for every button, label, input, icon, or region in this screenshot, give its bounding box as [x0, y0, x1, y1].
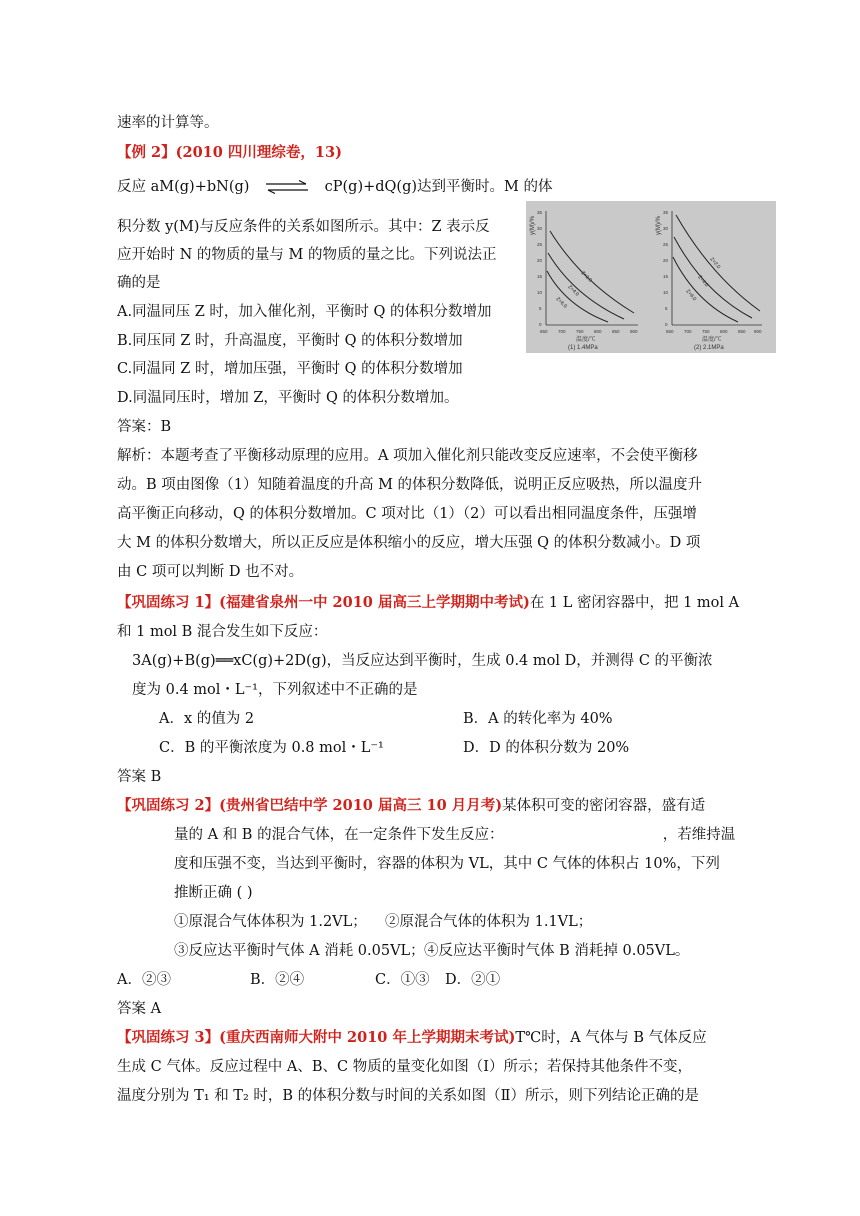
plot-left-ytick: 30: [537, 226, 543, 231]
plot-right-curve-label: Z=6.0: [684, 288, 698, 303]
practice-2-option-1: ①原混合气体体积为 1.2VL；: [174, 914, 367, 930]
plot-right: [656, 210, 762, 351]
practice-2-choice-d: D．②①: [445, 972, 501, 988]
plot-right-curve-label: Z=4.0: [696, 274, 710, 289]
example-2-line-2: 积分数 y(M)与反应条件的关系如图所示。其中：Z 表示反: [117, 219, 490, 235]
example-2-title: 【例 2】(2010 四川理综卷，13): [117, 144, 342, 161]
example-2-line-4: 确的是: [117, 275, 161, 291]
practice-1-line-4: 度为 0.4 mol・L⁻¹，下列叙述中不正确的是: [132, 682, 418, 698]
practice-3-line-2: 生成 C 气体。反应过程中 A、B、C 物质的量变化如图（Ⅰ）所示；若保持其他条件不变，: [117, 1059, 692, 1075]
plot-right-ytick: 0: [665, 322, 668, 327]
plot-left-ytick: 0: [539, 322, 542, 327]
intro-line: 速率的计算等。: [117, 115, 219, 131]
practice-2-answer: 答案 A: [117, 1001, 162, 1017]
practice-2-choice-b: B．②④: [250, 972, 305, 988]
plot-right-xtick: 900: [754, 329, 762, 334]
practice-1-title: 【巩固练习 1】(福建省泉州一中 2010 届高三上学期期中考试): [117, 594, 530, 611]
plot-right-ylabel: y(M)/%: [656, 216, 662, 235]
practice-3-title: 【巩固练习 3】(重庆西南师大附中 2010 年上学期期末考试): [117, 1029, 516, 1046]
practice-3-line-3: 温度分别为 T₁ 和 T₂ 时，B 的体积分数与时间的关系如图（Ⅱ）所示，则下列结论正确的是: [117, 1088, 700, 1104]
practice-1-answer: 答案 B: [117, 769, 162, 785]
example-2-option-a: A.同温同压 Z 时，加入催化剂，平衡时 Q 的体积分数增加: [117, 304, 492, 320]
plot-right-ytick: 15: [663, 274, 669, 279]
example-2-explanation-5: 由 C 项可以判断 D 也不对。: [117, 564, 304, 580]
plot-right-ytick: 35: [663, 210, 669, 215]
practice-3-title-tail: T℃时，A 气体与 B 气体反应: [515, 1030, 707, 1046]
plot-right-ytick: 30: [663, 226, 669, 231]
example-2-reaction: [117, 177, 552, 197]
practice-2-heading: [117, 796, 705, 816]
plot-left: [530, 210, 638, 351]
plot-left-xtick: 700: [558, 329, 566, 334]
plot-right-xtick: 750: [702, 329, 710, 334]
plot-left-caption: (1) 1.4MPa: [568, 345, 598, 351]
plot-left-xtick: 850: [612, 329, 620, 334]
practice-2-line-4: 推断正确 ( ): [174, 885, 253, 901]
plot-right-curve-label: Z=2.0: [708, 256, 722, 271]
example-2-option-b: B.同压同 Z 时，升高温度，平衡时 Q 的体积分数增加: [117, 333, 463, 349]
plot-right-ytick: 25: [663, 242, 669, 247]
plot-right-ytick: 5: [665, 306, 668, 311]
figure-svg: [526, 201, 776, 353]
plot-left-ytick: 10: [537, 290, 543, 295]
plot-right-xlabel: 温度/℃: [702, 337, 722, 343]
plot-left-ytick: 5: [539, 306, 542, 311]
practice-1-option-d: D．D 的体积分数为 20%: [463, 740, 630, 756]
plot-left-ytick: 15: [537, 274, 543, 279]
example-2-option-d: D.同温同压时，增加 Z，平衡时 Q 的体积分数增加。: [117, 390, 459, 406]
plot-left-xtick: 750: [576, 329, 584, 334]
plot-left-xtick: 650: [540, 329, 548, 334]
plot-left-curve-label: Z=2.0: [579, 270, 593, 284]
practice-1-heading: [117, 593, 739, 613]
plot-right-ytick: 10: [663, 290, 669, 295]
plot-right-xtick: 650: [666, 329, 674, 334]
equilibrium-arrows-icon: [262, 180, 312, 194]
figure-ym-vs-temperature: [526, 201, 776, 353]
plot-left-xtick: 900: [630, 329, 638, 334]
practice-1-title-tail: 在 1 L 密闭容器中，把 1 mol A: [529, 595, 740, 611]
plot-left-ytick: 25: [537, 242, 543, 247]
practice-2-choice-c: C．①③: [375, 972, 430, 988]
practice-2-line-3: 度和压强不变，当达到平衡时，容器的体积为 VL，其中 C 气体的体积占 10%，下列: [174, 856, 720, 872]
plot-left-curve-label: Z=6.0: [554, 296, 568, 310]
practice-2-line-2a: 量的 A 和 B 的混合气体，在一定条件下发生反应：: [174, 827, 504, 843]
plot-right-caption: (2) 2.1MPa: [694, 345, 724, 351]
plot-left-xlabel: 温度/℃: [576, 337, 596, 343]
practice-2-option-2: ②原混合气体的体积为 1.1VL；: [385, 914, 593, 930]
practice-1-option-c: C．B 的平衡浓度为 0.8 mol・L⁻¹: [159, 740, 384, 756]
plot-left-ylabel: y(M)/%: [530, 216, 536, 235]
practice-1-line-2: 和 1 mol B 混合发生如下反应：: [117, 624, 328, 640]
plot-left-xtick: 800: [594, 329, 602, 334]
plot-right-xtick: 850: [738, 329, 746, 334]
practice-2-option-3: ③反应达平衡时气体 A 消耗 0.05VL；: [174, 943, 425, 959]
practice-2-line-2: [174, 825, 735, 845]
example-2-option-c: C.同温同 Z 时，增加压强，平衡时 Q 的体积分数增加: [117, 361, 463, 377]
practice-1-line-3: 3A(g)+B(g)══xC(g)+2D(g)，当反应达到平衡时，生成 0.4 mol D，并测得 C 的平衡浓: [132, 653, 713, 669]
plot-right-ytick: 20: [663, 258, 669, 263]
reaction-right: cP(g)+dQ(g)达到平衡时。M 的体: [324, 179, 553, 195]
practice-2-title-tail: 某体积可变的密闭容器，盛有适: [502, 798, 706, 814]
practice-2-choice-a: A．②③: [117, 972, 171, 988]
plot-right-xtick: 800: [720, 329, 728, 334]
practice-2-line-2b: ，若维持温: [662, 827, 736, 843]
plot-left-ytick: 35: [537, 210, 543, 215]
example-2-heading: [117, 143, 342, 163]
practice-2-option-4: ④反应达平衡时气体 B 消耗掉 0.05VL。: [424, 943, 690, 959]
example-2-explanation-2: 动。B 项由图像（1）知随着温度的升高 M 的体积分数降低，说明正反应吸热，所以温度升: [117, 477, 703, 493]
plot-left-curve-label: Z=4.0: [566, 284, 580, 298]
practice-2-title: 【巩固练习 2】(贵州省巴结中学 2010 届高三 10 月月考): [117, 797, 503, 814]
reaction-left: 反应 aM(g)+bN(g): [117, 179, 250, 195]
practice-1-option-b: B．A 的转化率为 40%: [463, 711, 613, 727]
example-2-answer: 答案：B: [117, 419, 172, 435]
plot-right-xtick: 700: [684, 329, 692, 334]
practice-1-option-a: A．x 的值为 2: [159, 711, 255, 727]
example-2-explanation-1: 解析：本题考查了平衡移动原理的应用。A 项加入催化剂只能改变反应速率，不会使平衡移: [117, 448, 698, 464]
example-2-explanation-4: 大 M 的体积分数增大，所以正反应是体积缩小的反应，增大压强 Q 的体积分数减小。D 项: [117, 535, 701, 551]
practice-3-heading: [117, 1028, 707, 1048]
example-2-line-3: 应开始时 N 的物质的量与 M 的物质的量之比。下列说法正: [117, 247, 497, 263]
example-2-explanation-3: 高平衡正向移动，Q 的体积分数增加。C 项对比（1）（2）可以看出相同温度条件，压强增: [117, 506, 697, 522]
plot-left-ytick: 20: [537, 258, 543, 263]
